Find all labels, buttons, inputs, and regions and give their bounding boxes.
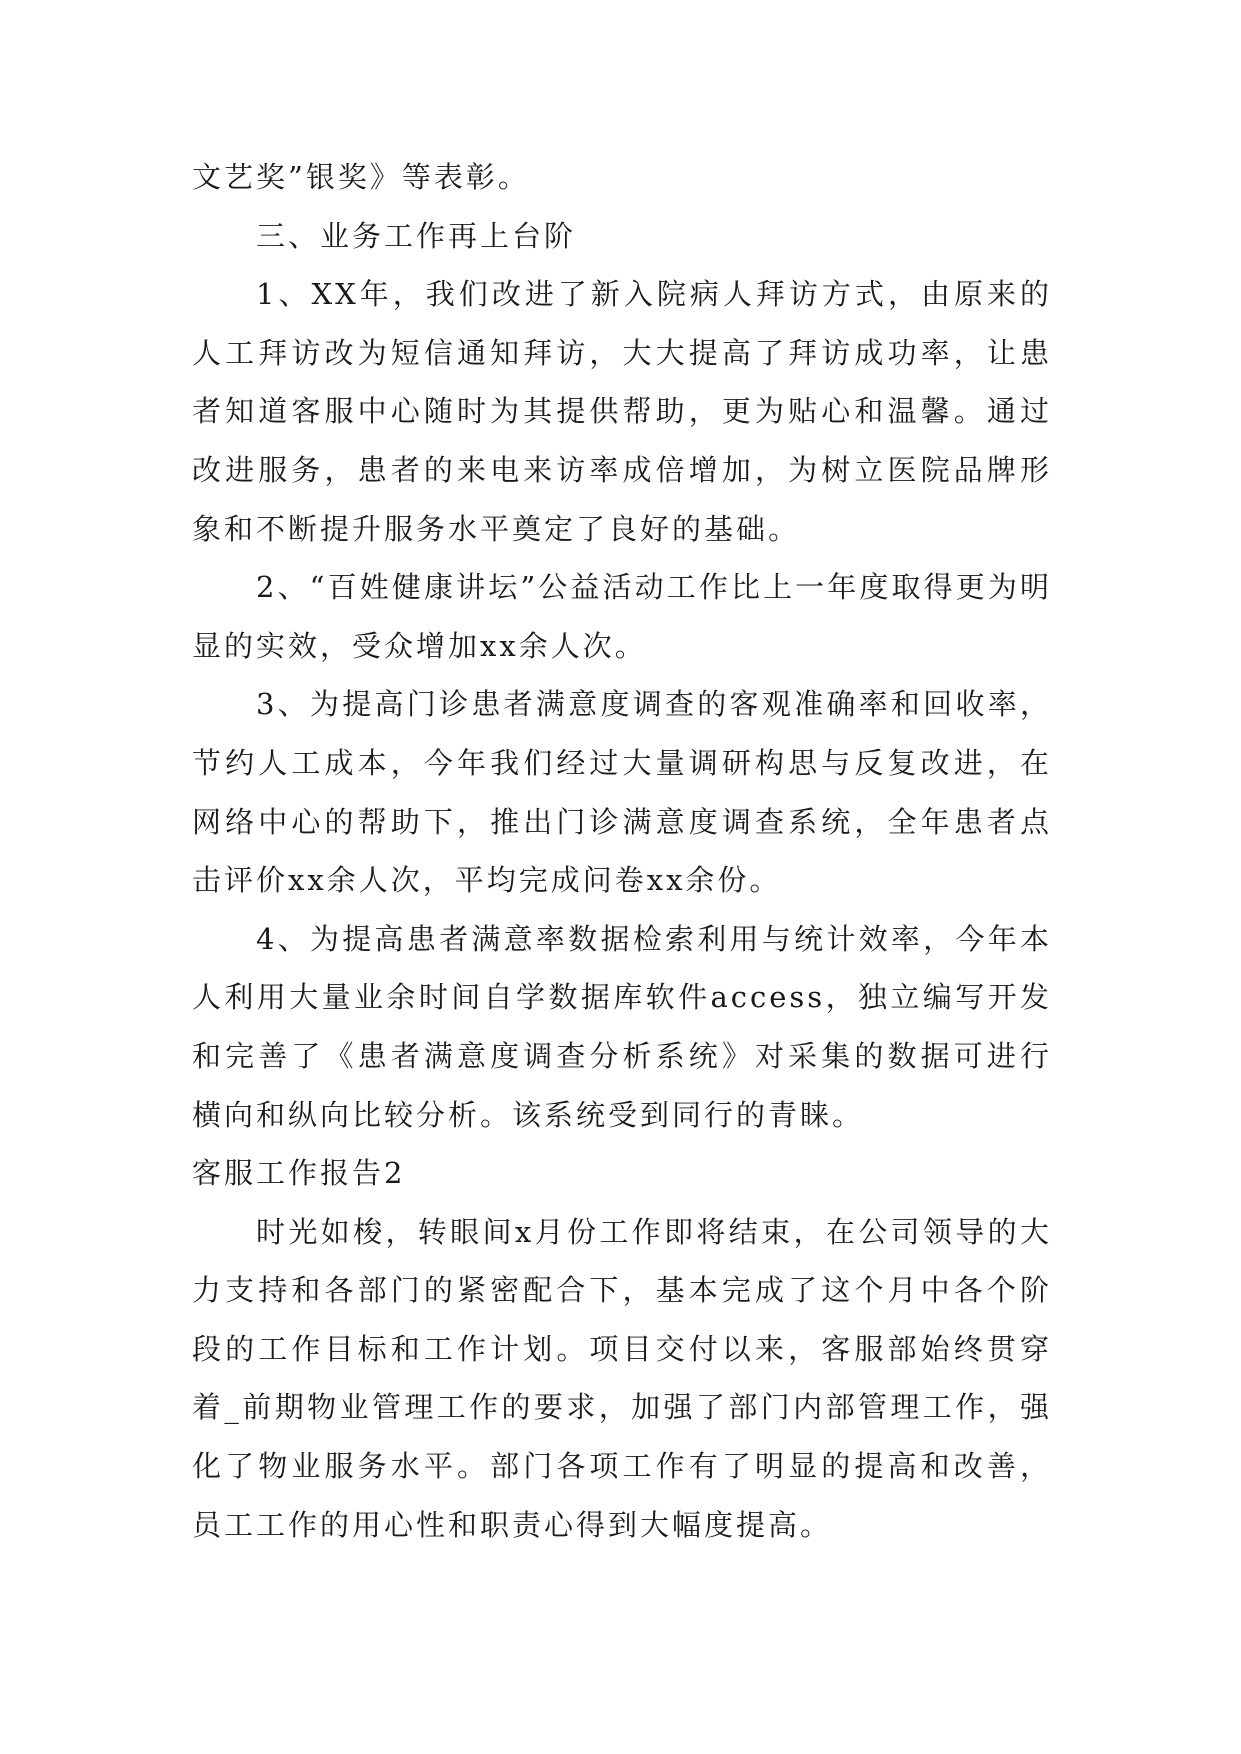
paragraph-item-3: 3、为提高门诊患者满意度调查的客观准确率和回收率，节约人工成本，今年我们经过大量调研构思与反复改进，在网络中心的帮助下，推出门诊满意度调查系统，全年患者点击评价xx余人次，平均完成问卷xx余份。: [192, 687, 1052, 898]
paragraph-award-continuation: 文艺奖”银奖》等表彰。: [192, 160, 530, 194]
document-body: [192, 148, 1052, 1554]
paragraph-item-1: 1、XX年，我们改进了新入院病人拜访方式，由原来的人工拜访改为短信通知拜访，大大提高了拜访成功率，让患者知道客服中心随时为其提供帮助，更为贴心和温馨。通过改进服务，患者的来电来访率成倍增加，为树立医院品牌形象和不断提升服务水平奠定了良好的基础。: [192, 277, 1052, 546]
paragraph-item-2: 2、“百姓健康讲坛”公益活动工作比上一年度取得更为明显的实效，受众增加xx余人次。: [192, 570, 1052, 663]
section-heading-business: 三、业务工作再上台阶: [256, 218, 577, 253]
paragraph-item-4: 4、为提高患者满意率数据检索利用与统计效率，今年本人利用大量业余时间自学数据库软件access，独立编写开发和完善了《患者满意度调查分析系统》对采集的数据可进行横向和纵向比较分析。该系统受到同行的青睐。: [192, 921, 1052, 1132]
report-title-2: 客服工作报告2: [192, 1156, 406, 1191]
paragraph-report-2-intro: 时光如梭，转眼间x月份工作即将结束，在公司领导的大力支持和各部门的紧密配合下，基本完成了这个月中各个阶段的工作目标和工作计划。项目交付以来，客服部始终贯穿着_前期物业管理工作的要求，加强了部门内部管理工作，强化了物业服务水平。部门各项工作有了明显的提高和改善，员工工作的用心性和职责心得到大幅度提高。: [192, 1214, 1052, 1542]
